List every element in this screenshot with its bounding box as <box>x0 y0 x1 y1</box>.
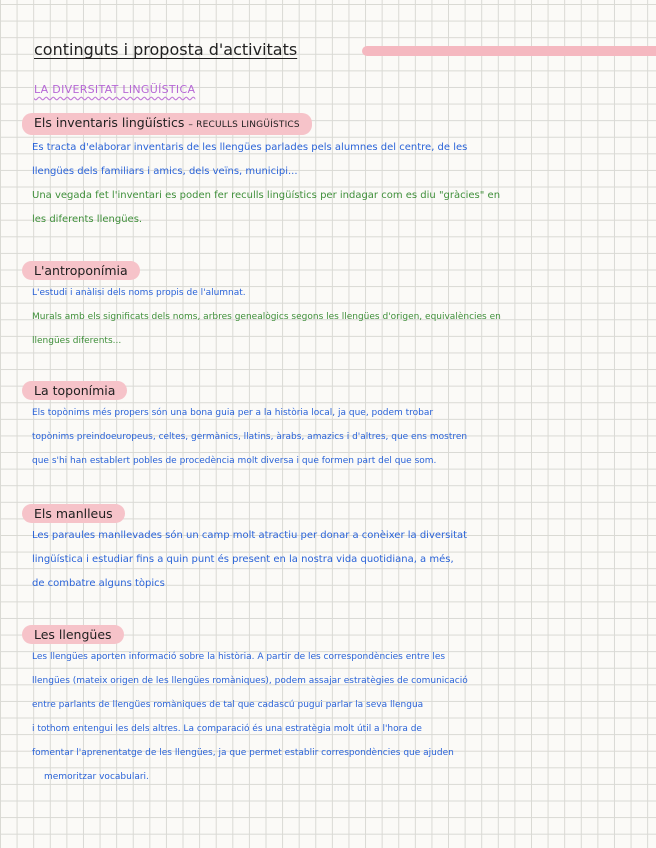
section-heading: Les llengües <box>22 625 124 644</box>
body-line: fomentar l'aprenentatge de les llengües, ja que permet establir correspondències que ajuden <box>32 748 454 758</box>
section-heading: La toponímia <box>22 381 127 400</box>
heading-subtext: – RECULLS LINGÜÍSTICS <box>188 120 300 130</box>
section-toponimia <box>22 380 642 473</box>
body-line: les diferents llengües. <box>32 214 143 225</box>
body-line: L'estudi i anàlisi dels noms propis de l'alumnat. <box>32 288 246 298</box>
body-line: que s'hi han establert pobles de procedència molt diversa i que formen part del que som. <box>32 456 437 466</box>
body-line: Es tracta d'elaborar inventaris de les llengües parlades pels alumnes del centre, de les <box>32 142 468 153</box>
body-line: memoritzar vocabulari. <box>44 772 149 782</box>
body-line: Murals amb els significats dels noms, arbres genealògics segons les llengües d'origen, equivalències en <box>32 312 501 322</box>
body-line: llengües (mateix origen de les llengües romàniques), podem assajar estratègies de comunicació <box>32 676 468 686</box>
section-llengues <box>22 624 642 789</box>
body-line: Les paraules manllevades són un camp molt atractiu per donar a conèixer la diversitat <box>32 530 468 541</box>
body-line: entre parlants de llengües romàniques de tal que cadascú pugui parlar la seva llengua <box>32 700 424 710</box>
body-line: de combatre alguns tòpics <box>32 578 165 589</box>
page-title: continguts i proposta d'activitats <box>34 40 298 59</box>
body-line: topònims preindoeuropeus, celtes, germànics, llatins, àrabs, amazics i d'altres, que ens mostren <box>32 432 468 442</box>
title-row <box>34 40 656 64</box>
section-heading: L'antroponímia <box>22 261 140 280</box>
section-heading: Els manlleus <box>22 504 125 523</box>
section-inventaris <box>22 112 642 232</box>
section-manlleus <box>22 503 642 596</box>
body-line: llengües diferents... <box>32 336 122 346</box>
body-line: i tothom entengui les dels altres. La comparació és una estratègia molt útil a l'hora de <box>32 724 422 734</box>
body-line: llengües dels familiars i amics, dels veïns, municipi... <box>32 166 298 177</box>
body-line: lingüística i estudiar fins a quin punt és present en la nostra vida quotidiana, a més, <box>32 554 454 565</box>
body-line: Les llengües aporten informació sobre la història. A partir de les correspondències entre les <box>32 652 446 662</box>
heading-text: Els inventaris lingüístics <box>34 115 185 130</box>
section-subtitle: LA DIVERSITAT LINGÜÍSTICA <box>34 83 196 96</box>
body-line: Una vegada fet l'inventari es poden fer reculls lingüístics per indagar com es diu "gràcies" en <box>32 190 501 201</box>
body-line: Els topònims més propers són una bona guia per a la història local, ja que, podem trobar <box>32 408 434 418</box>
section-heading <box>22 113 312 135</box>
title-highlight-bar <box>362 46 656 56</box>
section-antroponimia <box>22 260 642 353</box>
